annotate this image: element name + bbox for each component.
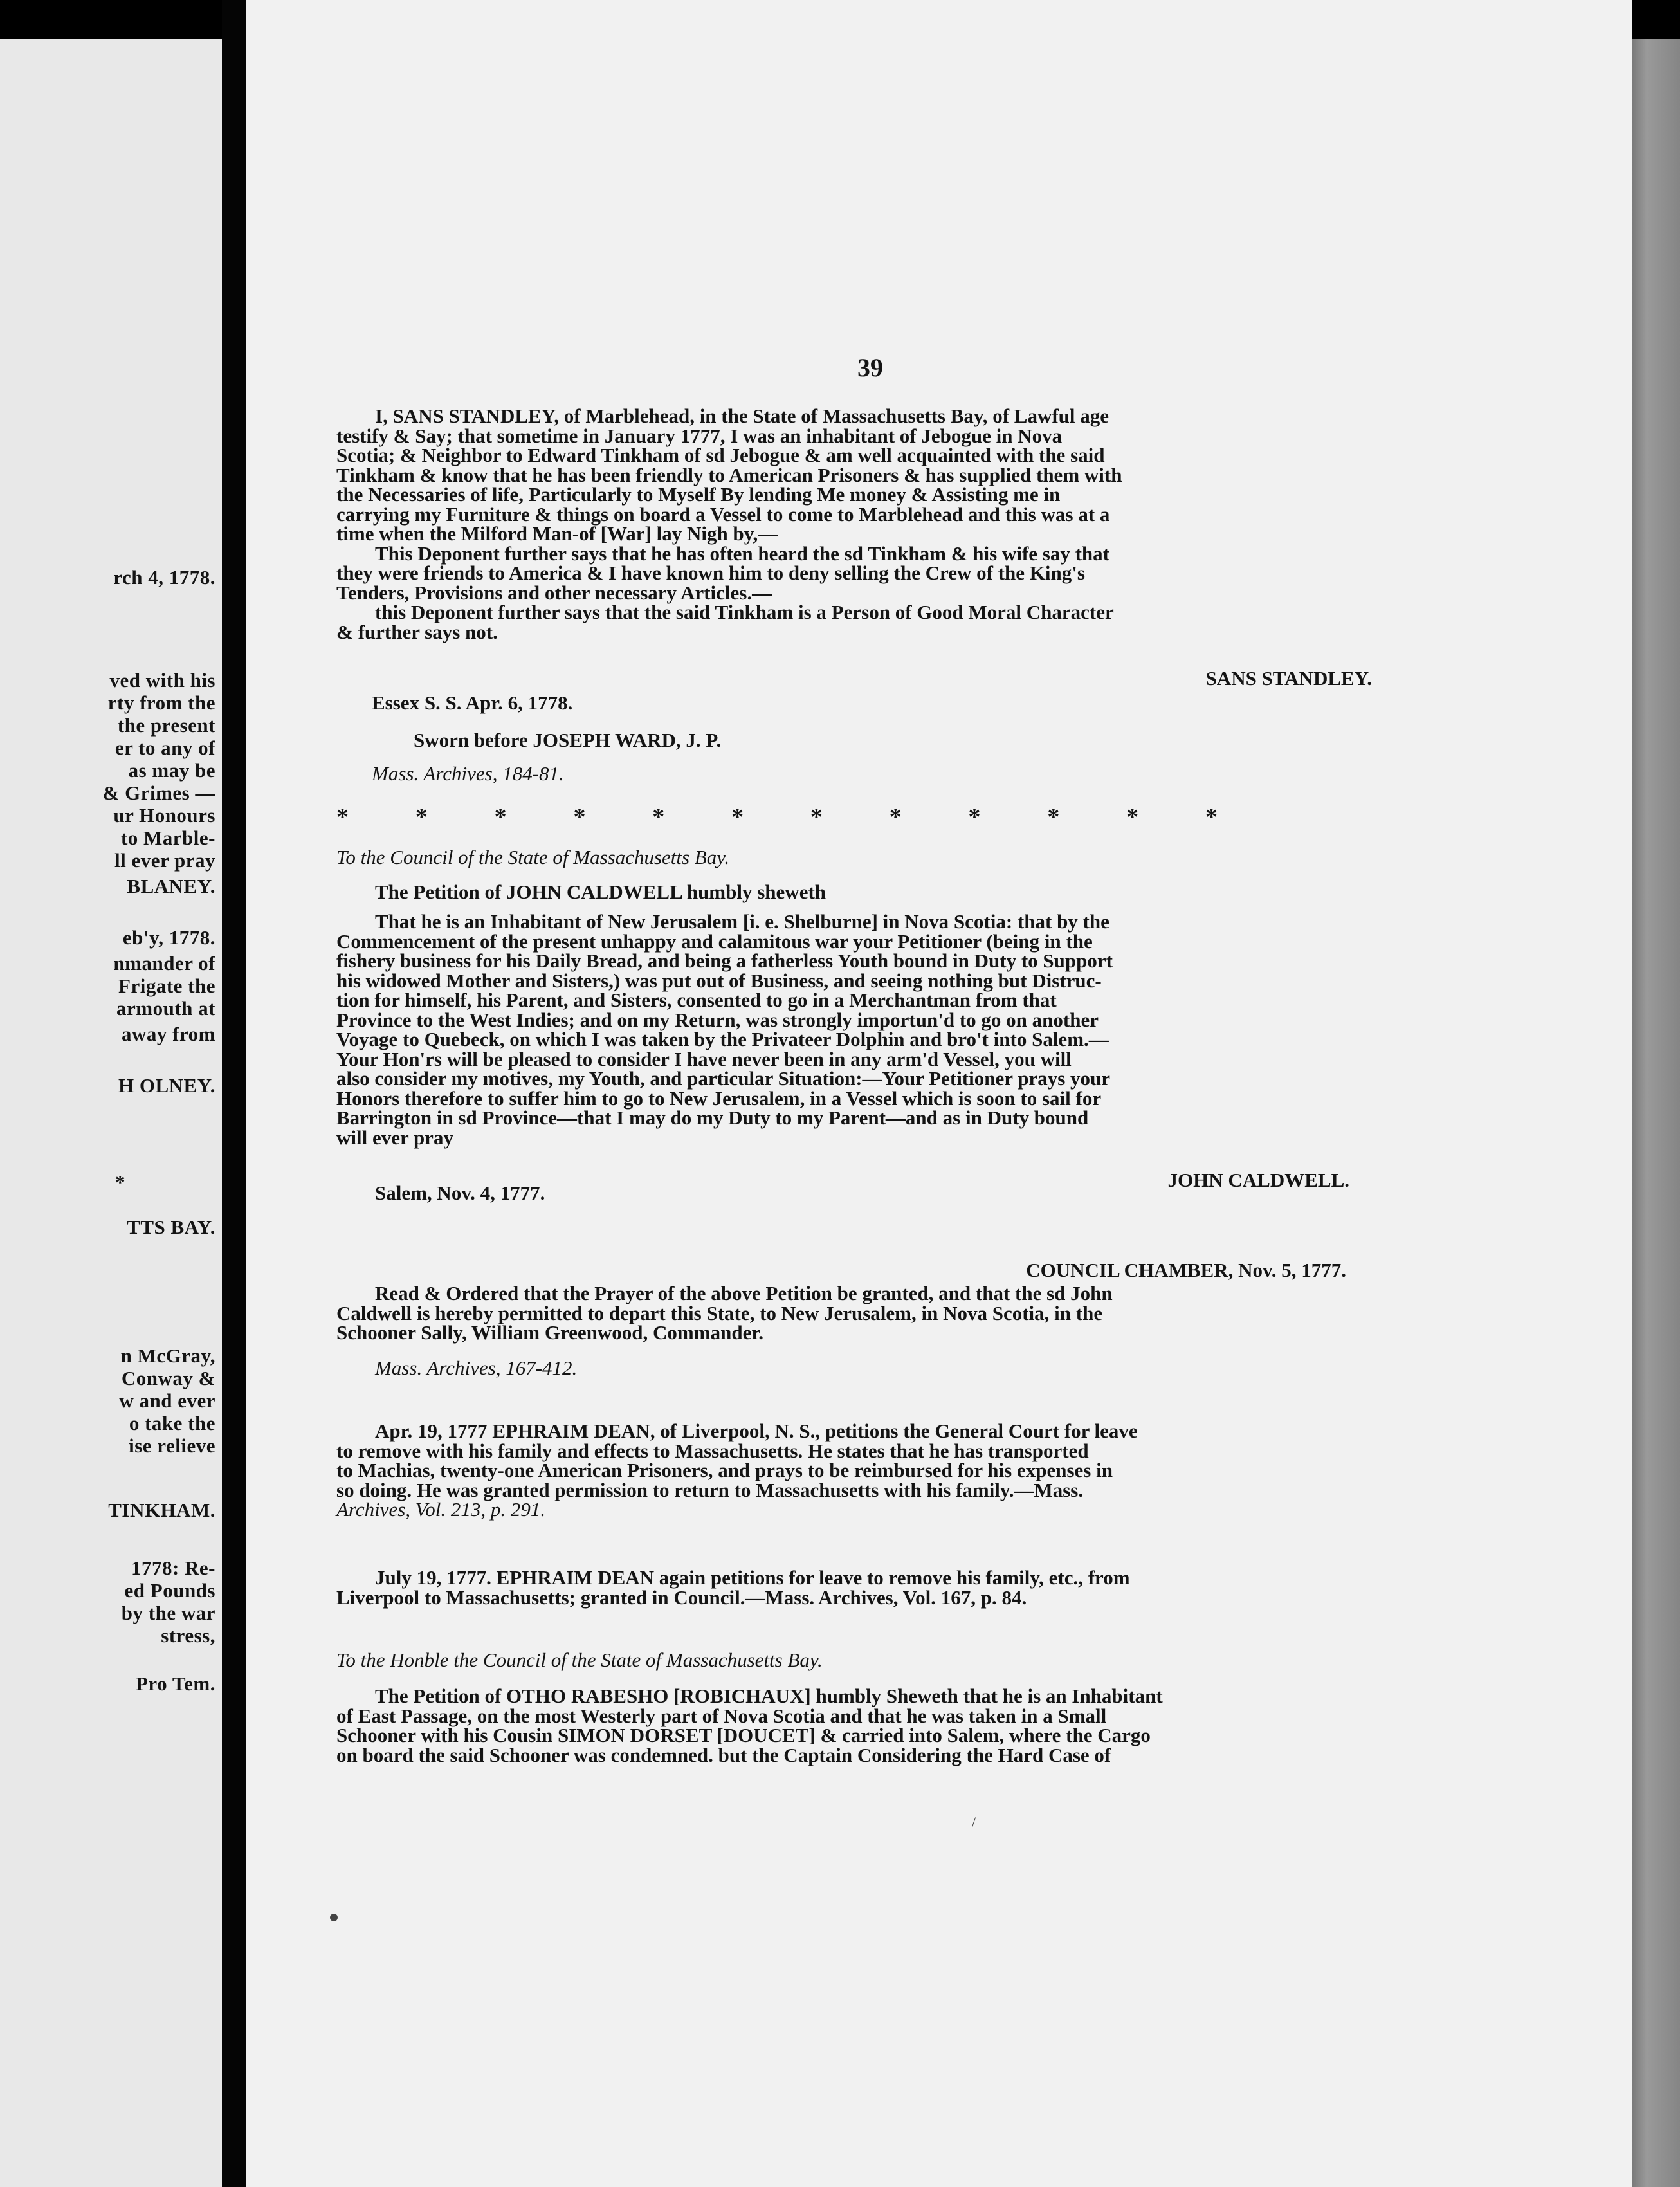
divider-star: * bbox=[1047, 803, 1060, 830]
dean1-line: Apr. 19, 1777 EPHRAIM DEAN, of Liverpool, N. S., petitions the General Court for leave bbox=[375, 1420, 1138, 1442]
left-page-line: o take the bbox=[129, 1412, 215, 1434]
left-page-line: eb'y, 1778. bbox=[122, 926, 215, 949]
divider-star: * bbox=[731, 803, 744, 830]
standley-line: the Necessaries of life, Particularly to Myself By lending Me money & Assisting me in bbox=[336, 483, 1061, 506]
left-page-line: n McGray, bbox=[120, 1344, 215, 1367]
standley-line: they were friends to America & I have known him to deny selling the Crew of the King's bbox=[336, 562, 1085, 584]
caldwell-line: tion for himself, his Parent, and Sisters, consented to go in a Merchantman from that bbox=[336, 989, 1057, 1011]
left-page-line: er to any of bbox=[114, 737, 215, 759]
caldwell-line: Barrington in sd Province—that I may do my Duty to my Parent—and as in Duty bound bbox=[336, 1106, 1089, 1129]
council-order-line: Schooner Sally, William Greenwood, Commander. bbox=[336, 1321, 763, 1344]
left-page-line: ise relieve bbox=[129, 1434, 215, 1457]
left-page-line: rch 4, 1778. bbox=[113, 566, 215, 589]
divider-star: * bbox=[889, 803, 902, 830]
dean1-line: Archives, Vol. 213, p. 291. bbox=[336, 1498, 546, 1521]
caldwell-line: his widowed Mother and Sisters,) was put out of Business, and seeing nothing but Distruc- bbox=[336, 969, 1102, 992]
caldwell-line: fishery business for his Daily Bread, and being a fatherless Youth bound in Duty to Support bbox=[336, 949, 1113, 972]
left-page-line: TINKHAM. bbox=[108, 1499, 215, 1521]
standley-line: This Deponent further says that he has often heard the sd Tinkham & his wife say that bbox=[375, 542, 1109, 565]
left-page-line: to Marble- bbox=[120, 827, 215, 849]
rabesho-line: Schooner with his Cousin SIMON DORSET [DOUCET] & carried into Salem, where the Cargo bbox=[336, 1724, 1151, 1746]
divider-star: * bbox=[336, 803, 349, 830]
council-order bbox=[336, 1284, 1372, 1343]
left-page-line: the present bbox=[117, 714, 215, 737]
caldwell-line: Commencement of the present unhappy and calamitous war your Petitioner (being in the bbox=[336, 929, 1093, 953]
dean-entry-2 bbox=[336, 1568, 1372, 1607]
standley-place-date: Essex S. S. Apr. 6, 1778. bbox=[372, 691, 573, 714]
rabesho-heading: To the Honble the Council of the State of Massachusetts Bay. bbox=[336, 1649, 823, 1671]
left-page-line: ur Honours bbox=[113, 804, 215, 827]
section-divider-stars bbox=[336, 803, 1218, 831]
left-page-line: ll ever pray bbox=[114, 849, 215, 872]
left-page-line: as may be bbox=[128, 759, 215, 782]
rabesho-petition bbox=[336, 1687, 1372, 1765]
dean1-line: to Machias, twenty-one American Prisoners, and prays to be reimbursed for his expenses in bbox=[336, 1459, 1113, 1481]
left-page-line: H OLNEY. bbox=[118, 1074, 215, 1097]
council-chamber-block bbox=[336, 1261, 1346, 1281]
divider-star: * bbox=[810, 803, 823, 830]
caldwell-line: Honors therefore to suffer him to go to New Jerusalem, in a Vessel which is soon to sail for bbox=[336, 1086, 1102, 1110]
council-order-line: Read & Ordered that the Prayer of the above Petition be granted, and that the sd John bbox=[375, 1282, 1113, 1304]
standley-line: time when the Milford Man-of [War] lay Nigh by,— bbox=[336, 522, 778, 545]
standley-signature: SANS STANDLEY. bbox=[1205, 667, 1372, 690]
left-page-line: rty from the bbox=[107, 691, 215, 714]
divider-star: * bbox=[652, 803, 665, 830]
caldwell-line: That he is an Inhabitant of New Jerusalem [i. e. Shelburne] in Nova Scotia: that by the bbox=[375, 910, 1109, 933]
rabesho-line: The Petition of OTHO RABESHO [ROBICHAUX] humbly Sheweth that he is an Inhabitant bbox=[375, 1685, 1163, 1707]
left-page-line: Pro Tem. bbox=[136, 1672, 215, 1695]
left-page-line: 1778: Re- bbox=[131, 1557, 215, 1579]
page-gutter bbox=[222, 0, 246, 2187]
caldwell-line: also consider my motives, my Youth, and particular Situation:—Your Petitioner prays your bbox=[336, 1067, 1111, 1090]
standley-line: Tenders, Provisions and other necessary Articles.— bbox=[336, 581, 772, 604]
left-page-line: Frigate the bbox=[118, 975, 215, 997]
left-page-line: * bbox=[115, 1171, 125, 1193]
council-chamber-header: COUNCIL CHAMBER, Nov. 5, 1777. bbox=[1026, 1259, 1346, 1281]
standley-source: Mass. Archives, 184-81. bbox=[372, 762, 564, 785]
caldwell-line: Voyage to Quebeck, on which I was taken by the Privateer Dolphin and bro't into Salem.— bbox=[336, 1028, 1109, 1050]
stray-mark: / bbox=[972, 1814, 976, 1830]
dean-entry-1 bbox=[336, 1422, 1372, 1520]
left-page-line: stress, bbox=[161, 1624, 215, 1647]
left-page-line: BLANEY. bbox=[127, 875, 215, 897]
left-page-line: ed Pounds bbox=[124, 1579, 215, 1602]
caldwell-line: will ever pray bbox=[336, 1126, 453, 1149]
left-page-line: & Grimes — bbox=[102, 782, 215, 804]
left-facing-page bbox=[0, 39, 222, 2187]
caldwell-source: Mass. Archives, 167-412. bbox=[375, 1357, 578, 1379]
standley-line: Tinkham & know that he has been friendly to American Prisoners & has supplied them with bbox=[336, 463, 1122, 486]
ink-spot bbox=[330, 1914, 338, 1921]
divider-star: * bbox=[1126, 803, 1139, 830]
dean2-line: July 19, 1777. EPHRAIM DEAN again petitions for leave to remove his family, etc., from bbox=[375, 1566, 1130, 1589]
left-page-line: w and ever bbox=[119, 1389, 215, 1412]
standley-line: I, SANS STANDLEY, of Marblehead, in the State of Massachusetts Bay, of Lawful age bbox=[375, 405, 1109, 427]
divider-star: * bbox=[415, 803, 428, 830]
page-number: 39 bbox=[857, 353, 883, 382]
standley-deposition bbox=[336, 407, 1372, 642]
left-page-line: TTS BAY. bbox=[127, 1216, 215, 1238]
page-edge bbox=[1632, 39, 1680, 2187]
standley-line: Scotia; & Neighbor to Edward Tinkham of sd Jebogue & am well acquainted with the said bbox=[336, 444, 1105, 466]
left-page-line: by the war bbox=[121, 1602, 215, 1624]
divider-star: * bbox=[968, 803, 981, 830]
dean1-line: to remove with his family and effects to Massachusetts. He states that he has transported bbox=[336, 1439, 1089, 1462]
caldwell-line: Your Hon'rs will be pleased to consider I have never been in any arm'd Vessel, you will bbox=[336, 1047, 1072, 1070]
left-page-line: Conway & bbox=[121, 1367, 215, 1389]
standley-line: this Deponent further says that the said Tinkham is a Person of Good Moral Character bbox=[375, 601, 1114, 623]
left-page-line: away from bbox=[122, 1023, 215, 1045]
rabesho-line: of East Passage, on the most Westerly part of Nova Scotia and that he was taken in a Small bbox=[336, 1704, 1107, 1727]
left-page-line: nmander of bbox=[113, 952, 215, 975]
caldwell-opening: The Petition of JOHN CALDWELL humbly sheweth bbox=[375, 881, 826, 903]
divider-star: * bbox=[1205, 803, 1218, 830]
dean2-line: Liverpool to Massachusetts; granted in Council.—Mass. Archives, Vol. 167, p. 84. bbox=[336, 1586, 1027, 1609]
left-page-line: ved with his bbox=[109, 669, 215, 691]
caldwell-signature: JOHN CALDWELL. bbox=[1167, 1169, 1349, 1191]
standley-line: carrying my Furniture & things on board a Vessel to come to Marblehead and this was at a bbox=[336, 502, 1110, 526]
divider-star: * bbox=[573, 803, 586, 830]
caldwell-place-date: Salem, Nov. 4, 1777. bbox=[375, 1182, 545, 1204]
council-order-line: Caldwell is hereby permitted to depart this State, to New Jerusalem, in Nova Scotia, in the bbox=[336, 1301, 1103, 1324]
left-page-line: armouth at bbox=[116, 997, 215, 1020]
standley-line: testify & Say; that sometime in January 1777, I was an inhabitant of Jebogue in Nova bbox=[336, 424, 1063, 447]
caldwell-heading: To the Council of the State of Massachusetts Bay. bbox=[336, 846, 730, 868]
standley-line: & further says not. bbox=[336, 620, 498, 643]
main-page bbox=[246, 0, 1632, 2187]
caldwell-petition bbox=[336, 912, 1372, 1148]
standley-sworn: Sworn before JOSEPH WARD, J. P. bbox=[414, 729, 722, 751]
caldwell-line: Province to the West Indies; and on my Return, was strongly importun'd to go on another bbox=[336, 1008, 1099, 1031]
rabesho-line: on board the said Schooner was condemned. but the Captain Considering the Hard Case of bbox=[336, 1743, 1111, 1766]
dean1-line: so doing. He was granted permission to return to Massachusetts with his family.—Mass. bbox=[336, 1478, 1084, 1501]
standley-signature-block bbox=[336, 669, 1372, 689]
divider-star: * bbox=[494, 803, 507, 830]
